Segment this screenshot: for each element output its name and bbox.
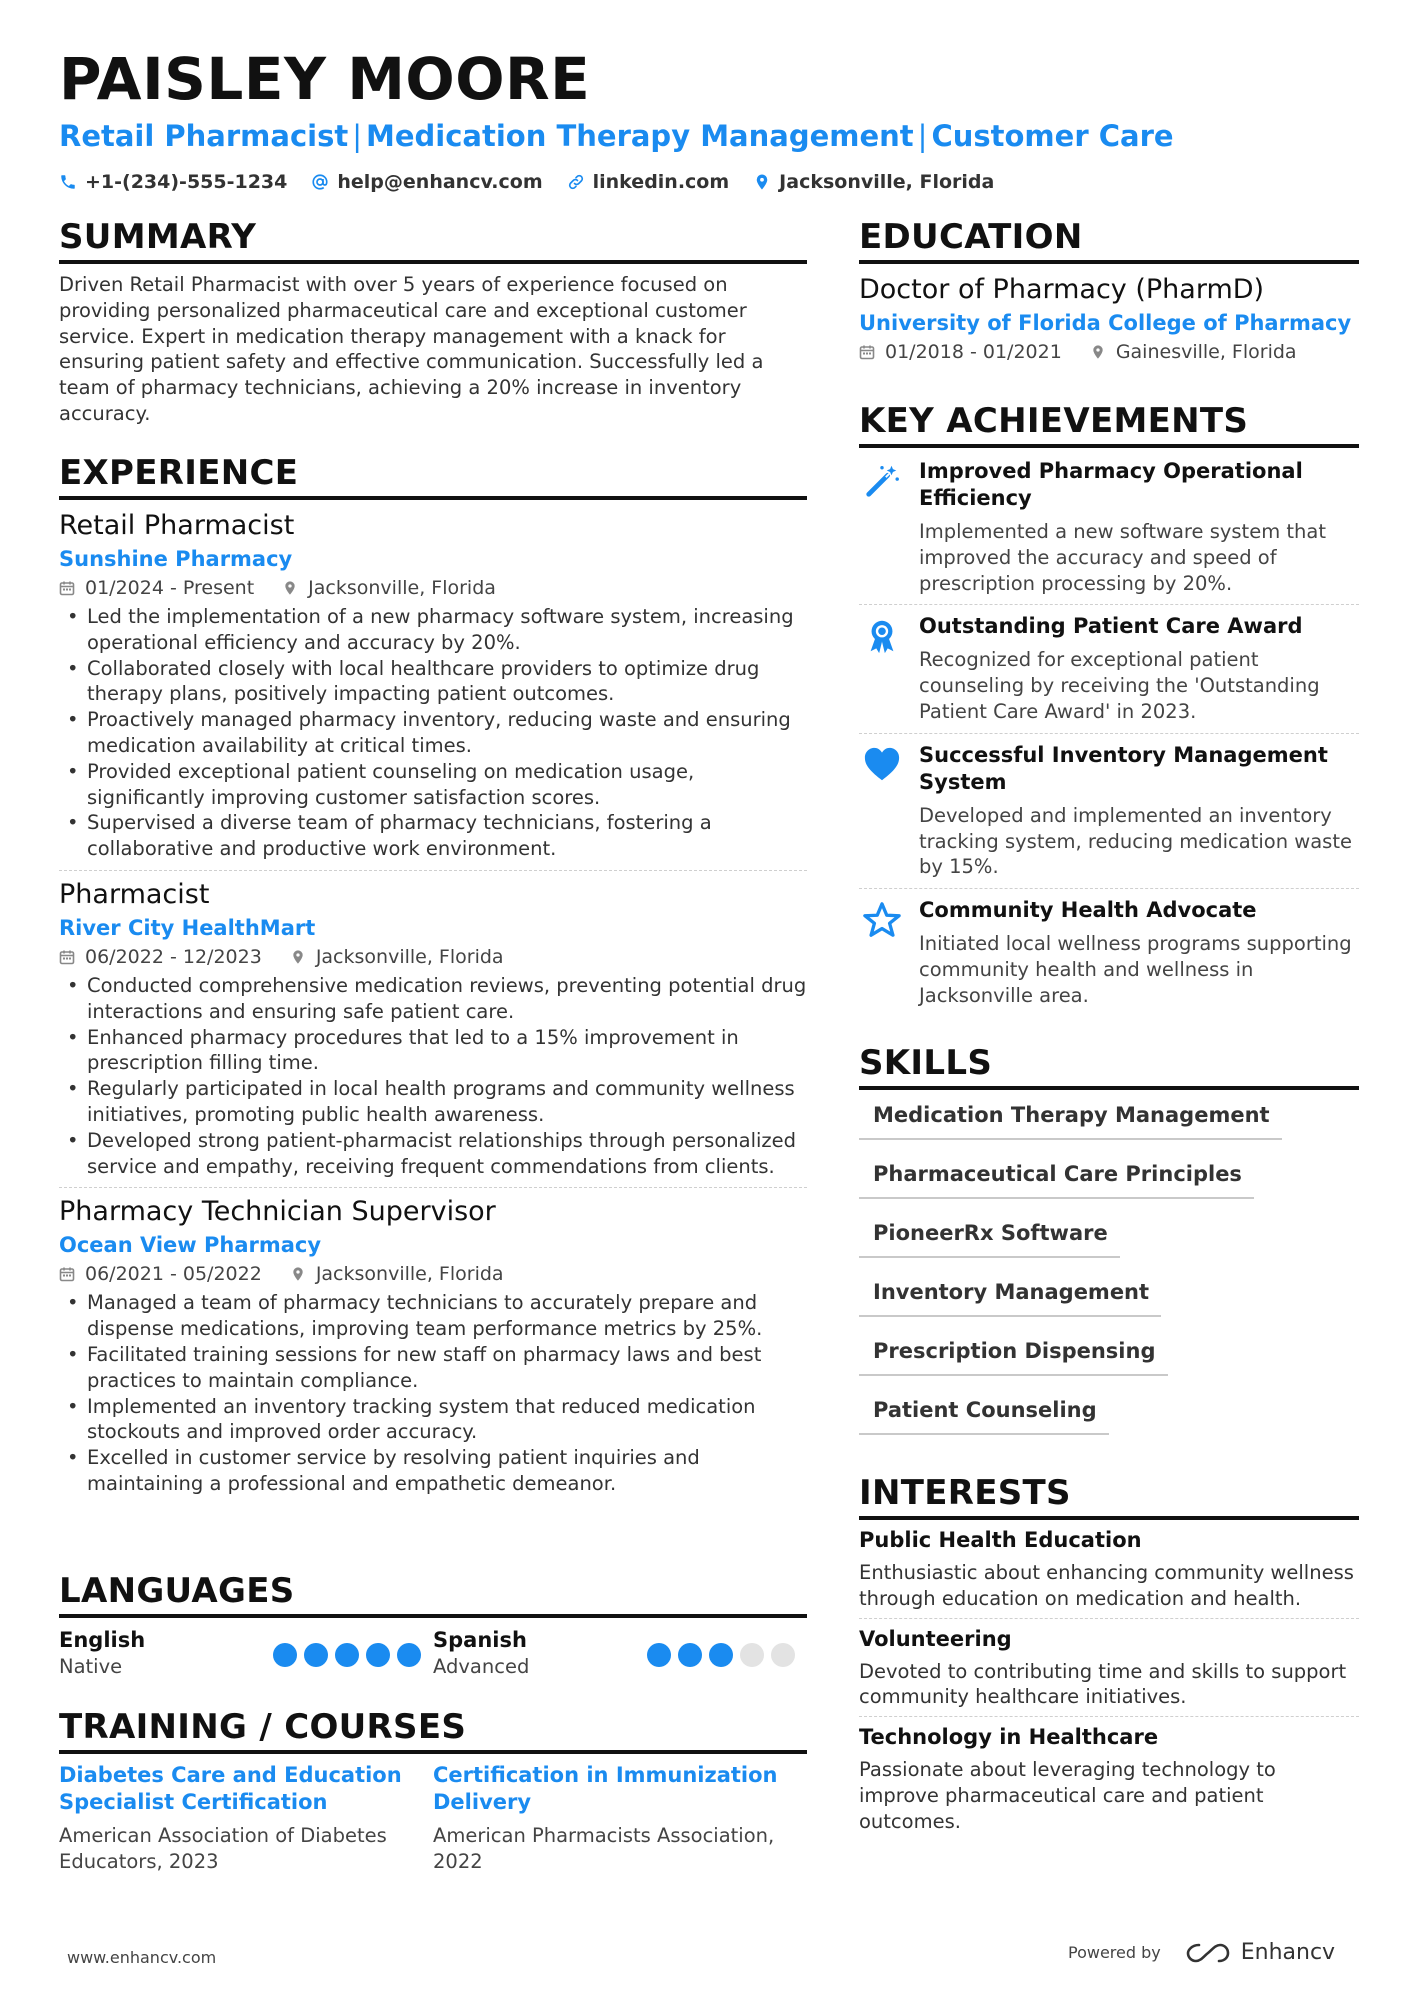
rating-dot — [740, 1643, 764, 1667]
skill-tag: Inventory Management — [859, 1277, 1161, 1317]
job-location: Jacksonville, Florida — [315, 945, 504, 968]
job-entry — [59, 1194, 807, 1496]
language-rating — [273, 1643, 421, 1667]
at-icon — [311, 173, 329, 191]
school-name[interactable]: University of Florida College of Pharmacy — [859, 311, 1352, 335]
rating-dot — [647, 1643, 671, 1667]
contact-phone-text: +1-(234)-555-1234 — [85, 171, 288, 193]
job-dates: 06/2021 - 05/2022 — [85, 1263, 262, 1286]
job-bullet: • Managed a team of pharmacy technicians to accurately prepare and dispense medications, improving team performance metrics by 25%. — [59, 1290, 807, 1342]
headline-separator: | — [352, 119, 363, 153]
achievement-title: Successful Inventory Management System — [919, 742, 1328, 794]
skill-row — [859, 1100, 1359, 1140]
skill-tag: PioneerRx Software — [859, 1218, 1120, 1258]
contact-location-text: Jacksonville, Florida — [779, 171, 995, 193]
star-icon — [863, 901, 901, 939]
location-icon — [290, 1266, 306, 1282]
job-bullet: • Enhanced pharmacy procedures that led to a 15% improvement in prescription filling time. — [59, 1025, 807, 1077]
achievements-heading: KEY ACHIEVEMENTS — [859, 400, 1359, 448]
interest-item — [859, 1723, 1359, 1834]
job-bullet: • Led the implementation of a new pharmacy software system, increasing operational efficiency and accuracy by 20%. — [59, 604, 807, 656]
calendar-icon — [59, 580, 75, 596]
rating-dot — [366, 1643, 390, 1667]
link-icon — [567, 173, 585, 191]
interest-title: Technology in Healthcare — [859, 1725, 1159, 1750]
rating-dot — [304, 1643, 328, 1667]
job-bullets — [59, 973, 807, 1179]
skills-list — [859, 1100, 1359, 1435]
education-dates: 01/2018 - 01/2021 — [885, 341, 1062, 363]
languages-section — [59, 1570, 807, 1684]
education-section — [859, 216, 1359, 366]
candidate-name: PAISLEY MOORE — [59, 45, 591, 113]
job-entry — [59, 508, 807, 862]
job-bullet: • Supervised a diverse team of pharmacy technicians, fostering a collaborative and productive work environment. — [59, 810, 807, 862]
course-title[interactable]: Diabetes Care and Education Specialist Certification — [59, 1763, 402, 1814]
language-name: Spanish — [433, 1628, 527, 1652]
interest-item — [859, 1526, 1359, 1612]
award-ribbon-icon — [863, 617, 901, 655]
course-title[interactable]: Certification in Immunization Delivery — [433, 1763, 778, 1814]
job-bullet: • Facilitated training sessions for new staff on pharmacy laws and best practices to maintain compliance. — [59, 1342, 807, 1394]
achievement-item — [859, 458, 1359, 596]
skill-row — [859, 1218, 1359, 1258]
job-bullet: • Excelled in customer service by resolving patient inquiries and maintaining a professional and empathetic demeanor. — [59, 1445, 807, 1497]
company-name[interactable]: Sunshine Pharmacy — [59, 547, 293, 571]
language-item — [433, 1626, 807, 1684]
course-org: American Pharmacists Association, 2022 — [433, 1824, 775, 1873]
language-level: Advanced — [433, 1655, 530, 1678]
achievement-desc: Recognized for exceptional patient counseling by receiving the 'Outstanding Patient Care Award' in 2023. — [919, 648, 1320, 723]
summary-heading: SUMMARY — [59, 216, 807, 264]
training-heading: TRAINING / COURSES — [59, 1706, 807, 1754]
achievement-desc: Implemented a new software system that improved the accuracy and speed of prescription processing by 20%. — [919, 520, 1326, 595]
job-bullet: • Conducted comprehensive medication reviews, preventing potential drug interactions and ensuring safe patient care. — [59, 973, 807, 1025]
powered-by-text: Powered by — [1068, 1943, 1161, 1962]
location-icon — [290, 949, 306, 965]
language-level: Native — [59, 1655, 123, 1678]
job-bullet: • Developed strong patient-pharmacist relationships through personalized service and empathy, receiving frequent commendations from clients. — [59, 1128, 807, 1180]
rating-dot — [335, 1643, 359, 1667]
languages-heading: LANGUAGES — [59, 1570, 807, 1618]
language-item — [59, 1626, 433, 1684]
interest-title: Public Health Education — [859, 1528, 1142, 1552]
company-name[interactable]: River City HealthMart — [59, 915, 316, 940]
skill-tag: Medication Therapy Management — [859, 1100, 1282, 1140]
achievement-desc: Initiated local wellness programs supporting community health and wellness in Jacksonville area. — [919, 932, 1352, 1007]
job-location: Jacksonville, Florida — [315, 1263, 504, 1286]
contact-location — [753, 168, 994, 196]
skill-tag: Patient Counseling — [859, 1395, 1109, 1435]
skill-tag: Prescription Dispensing — [859, 1336, 1168, 1376]
footer-website[interactable]: www.enhancv.com — [67, 1948, 217, 1967]
job-bullet: • Proactively managed pharmacy inventory, reducing waste and ensuring medication availability at critical times. — [59, 707, 807, 759]
headline-title-3: Customer Care — [931, 119, 1174, 153]
interest-item — [859, 1625, 1359, 1711]
divider — [859, 1618, 1359, 1619]
achievement-item — [859, 613, 1359, 724]
job-meta — [59, 574, 807, 602]
job-bullets — [59, 1290, 807, 1496]
interest-desc: Enthusiastic about enhancing community wellness through education on medication and health. — [859, 1561, 1354, 1610]
divider — [859, 1716, 1359, 1717]
contact-email-text: help@enhancv.com — [337, 171, 543, 193]
achievement-desc: Developed and implemented an inventory tracking system, reducing medication waste by 15%. — [919, 803, 1352, 879]
brand-logo[interactable] — [1185, 1940, 1335, 1965]
rating-dot — [678, 1643, 702, 1667]
achievement-item — [859, 742, 1359, 880]
languages-list — [59, 1626, 807, 1684]
interests-section — [859, 1472, 1359, 1835]
degree: Doctor of Pharmacy (PharmD) — [859, 274, 1265, 305]
company-name[interactable]: Ocean View Pharmacy — [59, 1233, 322, 1258]
headline-title-2: Medication Therapy Management — [366, 119, 914, 153]
headline-separator: | — [917, 119, 928, 153]
calendar-icon — [59, 949, 75, 965]
job-bullet: • Collaborated closely with local healthcare providers to optimize drug therapy plans, positively impacting patient outcomes. — [59, 656, 807, 708]
job-dates: 01/2024 - Present — [85, 577, 255, 599]
contact-email[interactable] — [311, 168, 542, 196]
language-name: English — [59, 1628, 146, 1652]
divider — [859, 604, 1359, 605]
summary-section — [59, 216, 807, 427]
language-rating — [647, 1643, 795, 1667]
experience-section — [59, 452, 807, 1497]
footer-branding — [1068, 1940, 1335, 1965]
job-title: Retail Pharmacist — [59, 510, 295, 541]
course-org: American Association of Diabetes Educators, 2023 — [59, 1824, 387, 1873]
achievements-section — [859, 400, 1359, 1009]
course-item — [433, 1762, 807, 1875]
job-meta — [59, 1260, 807, 1288]
phone-icon — [59, 173, 77, 191]
calendar-icon — [59, 1266, 75, 1282]
interest-desc: Passionate about leveraging technology to improve pharmaceutical care and patient outcomes. — [859, 1758, 1276, 1833]
interests-heading: INTERESTS — [859, 1472, 1359, 1520]
skill-row — [859, 1336, 1359, 1376]
courses-list — [59, 1762, 807, 1875]
job-entry — [59, 877, 807, 1179]
divider — [859, 888, 1359, 889]
skill-tag: Pharmaceutical Care Principles — [859, 1159, 1254, 1199]
education-meta — [859, 338, 1359, 366]
education-heading: EDUCATION — [859, 216, 1359, 264]
skill-row — [859, 1395, 1359, 1435]
job-location: Jacksonville, Florida — [308, 577, 496, 599]
rating-dot — [273, 1643, 297, 1667]
job-title: Pharmacy Technician Supervisor — [59, 1196, 496, 1228]
calendar-icon — [859, 344, 875, 360]
contact-phone[interactable] — [59, 168, 287, 196]
job-bullet: • Implemented an inventory tracking system that reduced medication stockouts and improved order accuracy. — [59, 1394, 807, 1446]
job-title: Pharmacist — [59, 878, 210, 910]
location-icon — [282, 580, 298, 596]
education-location: Gainesville, Florida — [1115, 341, 1297, 363]
job-bullet: • Provided exceptional patient counseling on medication usage, significantly improving customer satisfaction scores. — [59, 759, 807, 811]
job-bullet: • Regularly participated in local health programs and community wellness initiatives, promoting public health awareness. — [59, 1076, 807, 1128]
skill-row — [859, 1159, 1359, 1199]
magic-wand-icon — [863, 462, 901, 500]
rating-dot — [397, 1643, 421, 1667]
achievement-item — [859, 897, 1359, 1008]
job-meta — [59, 943, 807, 971]
job-bullets — [59, 604, 807, 862]
location-icon — [1090, 344, 1106, 360]
skills-section — [859, 1042, 1359, 1435]
summary-text: Driven Retail Pharmacist with over 5 years of experience focused on providing personalized pharmaceutical care and exceptional customer service. Expert in medication therapy management with a knack for ensuring patient safety and effective communication. Successfully led a team of pharmacy technicians, achieving a 20% increase in inventory accuracy. — [59, 273, 764, 425]
skill-row — [859, 1277, 1359, 1317]
location-icon — [753, 173, 771, 191]
divider — [59, 870, 807, 871]
rating-dot — [771, 1643, 795, 1667]
heart-icon — [863, 746, 901, 784]
rating-dot — [709, 1643, 733, 1667]
achievement-title: Improved Pharmacy Operational Efficiency — [919, 459, 1303, 510]
contact-linkedin-text: linkedin.com — [592, 171, 730, 193]
brand-name: Enhancv — [1240, 1940, 1336, 1965]
divider — [859, 733, 1359, 734]
achievement-title: Outstanding Patient Care Award — [919, 614, 1303, 639]
interest-title: Volunteering — [859, 1626, 1012, 1651]
enhancv-logo-icon — [1185, 1941, 1231, 1965]
headline — [59, 116, 1174, 156]
job-dates: 06/2022 - 12/2023 — [85, 945, 262, 968]
divider — [59, 1187, 807, 1188]
contact-info — [59, 168, 994, 196]
interest-desc: Devoted to contributing time and skills to support community healthcare initiatives. — [859, 1659, 1347, 1709]
training-section — [59, 1706, 807, 1875]
headline-title-1: Retail Pharmacist — [59, 119, 349, 153]
course-item — [59, 1762, 433, 1875]
contact-linkedin[interactable] — [567, 168, 730, 196]
experience-heading: EXPERIENCE — [59, 452, 807, 500]
skills-heading: SKILLS — [859, 1042, 1359, 1090]
achievement-title: Community Health Advocate — [919, 898, 1257, 923]
